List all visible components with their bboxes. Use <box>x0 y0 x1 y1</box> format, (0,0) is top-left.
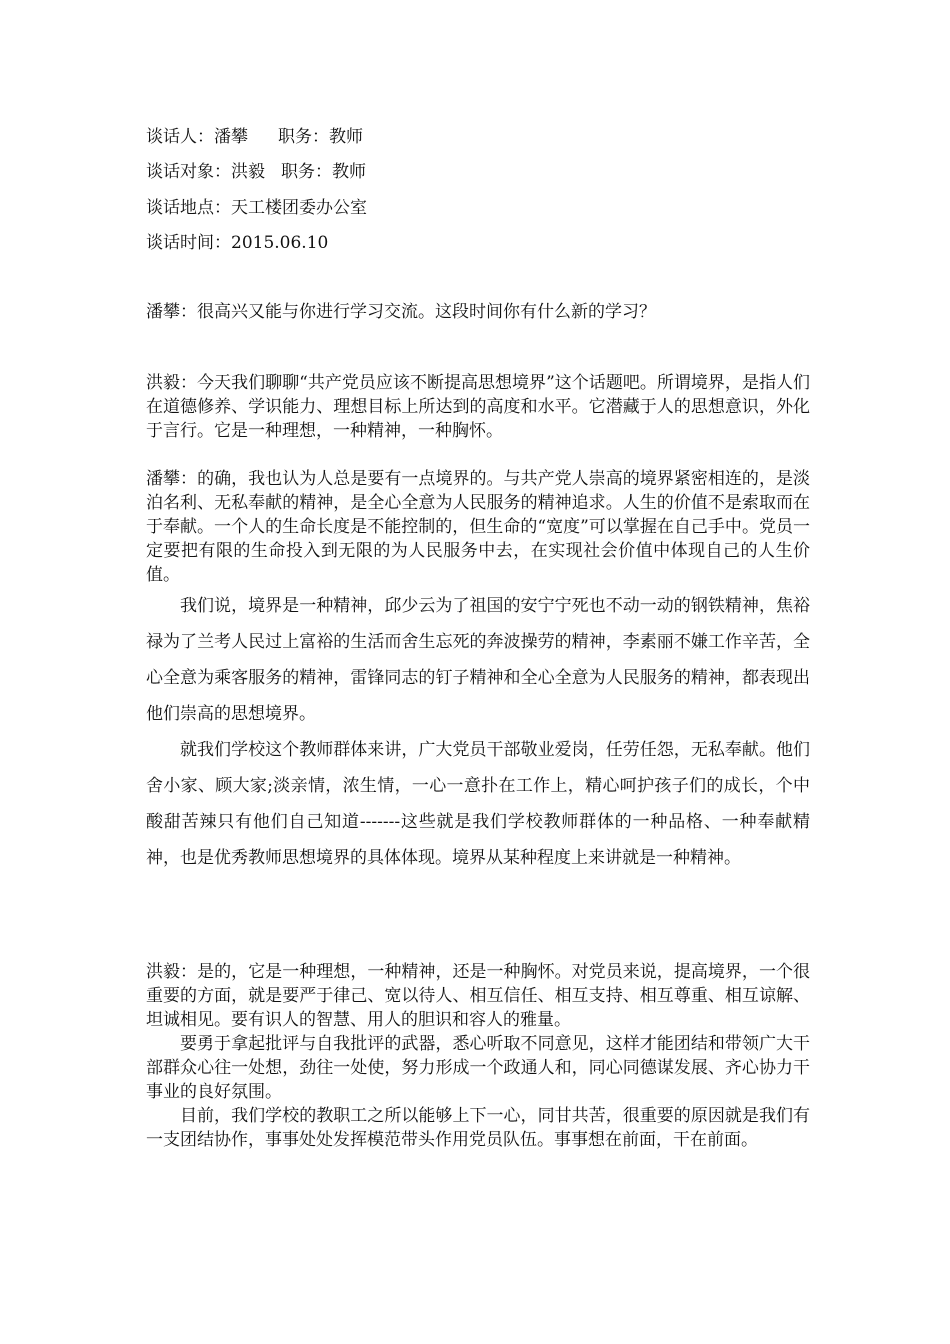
speaker-name: 潘攀 <box>214 127 248 147</box>
time-label: 谈话时间： <box>146 233 231 253</box>
paragraph-3: 潘攀：的确，我也认为人总是要有一点境界的。与共产党人崇高的境界紧密相连的，是淡泊名利、无私奉献的精神，是全心全意为人民服务的精神追求。人生的价值不是索取而在于奉献。一个人的生命长度是不能控制的，但生命的“宽度”可以掌握在自己手中。党员一定要把有限的生命投入到无限的为人民服务中去，在实现社会价值中体现自己的人生价值。 <box>146 469 810 585</box>
target-role: 教师 <box>332 162 366 182</box>
speaker-label: 谈话人： <box>146 127 214 147</box>
place-value: 天工楼团委办公室 <box>231 198 367 218</box>
time-line <box>146 231 328 255</box>
paragraph-6: 洪毅：是的，它是一种理想，一种精神，还是一种胸怀。对党员来说，提高境界，一个很重要的方面，就是要严于律己、宽以待人、相互信任、相互支持、相互尊重、相互谅解、坦诚相见。要有识人的智慧、用人的胆识和容人的雅量。 <box>146 962 810 1030</box>
paragraph-7: 要勇于拿起批评与自我批评的武器，悉心听取不同意见，这样才能团结和带领广大干部群众心往一处想，劲往一处使，努力形成一个政通人和，同心同德谋发展、齐心协力干事业的良好氛围。 <box>146 1034 810 1102</box>
paragraph-2: 洪毅：今天我们聊聊“共产党员应该不断提高思想境界”这个话题吧。所谓境界，是指人们在道德修养、学识能力、理想目标上所达到的高度和水平。它潜藏于人的思想意识，外化于言行。它是一种理想，一种精神，一种胸怀。 <box>146 373 810 441</box>
time-value: 2015.06.10 <box>231 233 329 253</box>
target-name: 洪毅 <box>231 162 265 182</box>
target-line <box>146 160 366 184</box>
paragraph-8: 目前，我们学校的教职工之所以能够上下一心，同甘共苦，很重要的原因就是我们有一支团结协作，事事处处发挥模范带头作用党员队伍。事事想在前面，干在前面。 <box>146 1106 810 1150</box>
target-role-label: 职务： <box>281 162 332 182</box>
place-label: 谈话地点： <box>146 198 231 218</box>
paragraph-4: 我们说，境界是一种精神，邱少云为了祖国的安宁宁死也不动一动的钢铁精神，焦裕禄为了兰考人民过上富裕的生活而舍生忘死的奔波操劳的精神，李素丽不嫌工作辛苦，全心全意为乘客服务的精神，雷锋同志的钉子精神和全心全意为人民服务的精神，都表现出他们崇高的思想境界。 <box>146 596 810 724</box>
speaker-role-label: 职务： <box>278 127 329 147</box>
speaker-line <box>146 125 363 149</box>
speaker-role: 教师 <box>329 127 363 147</box>
paragraph-5: 就我们学校这个教师群体来讲，广大党员干部敬业爱岗，任劳任怨，无私奉献。他们舍小家、顾大家;淡亲情，浓生情，一心一意扑在工作上，精心呵护孩子们的成长，个中酸甜苦辣只有他们自己知道-------这些就是我们学校教师群体的一种品格、一种奉献精神，也是优秀教师思想境界的具体体现。境界从某种程度上来讲就是一种精神。 <box>146 740 810 868</box>
place-line <box>146 196 367 220</box>
paragraph-1: 潘攀：很高兴又能与你进行学习交流。这段时间你有什么新的学习？ <box>146 302 656 322</box>
target-label: 谈话对象： <box>146 162 231 182</box>
